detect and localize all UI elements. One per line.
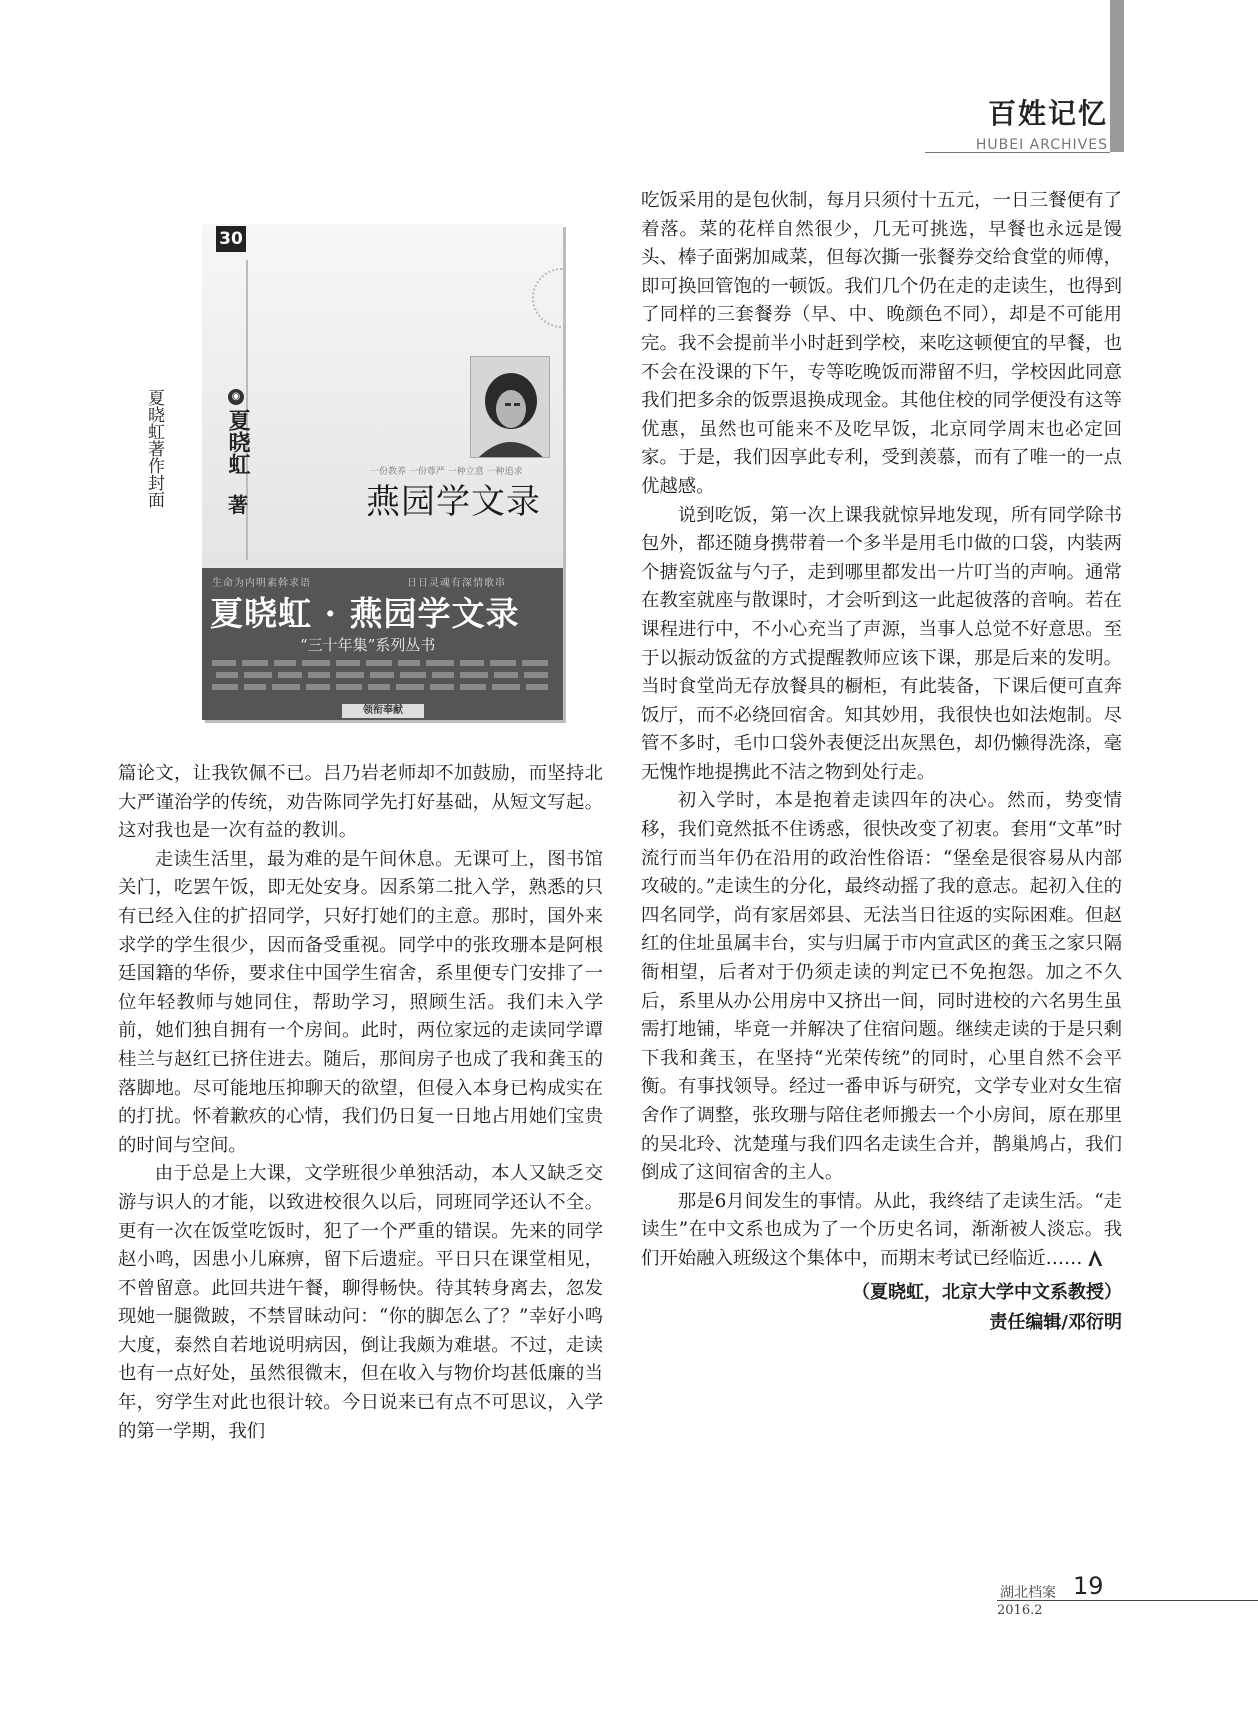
cover-tagline: 一份教养 一份尊严 一种立意 一种追求 <box>370 467 523 477</box>
section-subtitle: HUBEI ARCHIVES <box>975 137 1108 153</box>
cover-author-vertical: 夏晓虹 <box>225 409 251 475</box>
portrait-icon <box>471 357 549 457</box>
paragraph: 说到吃饭，第一次上课我就惊异地发现，所有同学除书包外，都还随身携带着一个多半是用毛巾做的口袋，内装两个搪瓷饭盆与勺子，走到哪里都发出一片叮当的声响。通常在教室就座与散课时，才会听到这一此起彼落的音响。若在课程进行中，不小心充当了声源，当事人总觉不好意思。至于以振动饭盆的方式提醒教师应该下课，那是后来的发明。当时食堂尚无存放餐具的橱柜，有此装备，下课后便可直奔饭厅，而不必绕回宿舍。知其妙用，我很快也如法炮制。尽管不多时，毛巾口袋外表便泛出灰黑色，却仍懒得洗涤，毫无愧怍地提携此不洁之物到处行走。 <box>641 504 1122 783</box>
header-accent-bar <box>1110 0 1124 152</box>
article-right-column <box>641 187 1122 1338</box>
end-of-article-icon <box>1088 1250 1102 1266</box>
cover-logo-icon: ◉ <box>228 389 244 405</box>
paragraph: 由于总是上大课，文学班很少单独活动，本人又缺乏交游与识人的才能，以致进校很久以后，同班同学还认不全。更有一次在饭堂吃饭时，犯了一个严重的错误。先来的同学赵小鸣，因患小儿麻痹，留下后遗症。平日只在课堂相见，不曾留意。此回共进午餐，聊得畅快。待其转身离去，忽发现她一腿微跛，不禁冒昧动问：“你的脚怎么了？”幸好小鸣大度，泰然自若地说明病因，倒让我颇为难堪。不过，走读也有一点好处，虽然很微末，但在收入与物价均甚低廉的当年，穷学生对此也很计较。今日说来已有点不可思议，入学的第一学期，我们 <box>118 1163 603 1442</box>
cover-band-right-note: 日日灵魂有深情歌串 <box>407 578 506 589</box>
paragraph: 吃饭采用的是包伙制，每月只须付十五元，一日三餐便有了着落。菜的花样自然很少，几无可挑选，早餐也永远是馒头、棒子面粥加咸菜，但每次撕一张餐券交给食堂的师傅，即可换回管饱的一顿饭。我们几个仍在走的走读生，也得到了同样的三套餐券（早、中、晚颜色不同），却是不可能用完。我不会提前半小时赶到学校，来吃这顿便宜的早餐，也不会在没课的下午，专等吃晚饭而滞留不归，学校因此同意我们把多余的饭票退换成现金。其他住校的同学便没有这等优惠，虽然也可能来不及吃早饭，北京同学周末也必定回家。于是，我们因享此专利，受到羡慕，而有了唯一的一点优越感。 <box>641 190 1122 497</box>
book-cover-image <box>202 224 563 720</box>
cover-band-names-texture <box>212 658 552 702</box>
article-left-column <box>118 760 603 1446</box>
paragraph: 初入学时，本是抱着走读四年的决心。然而，势变情移，我们竟然抵不住诱惑，很快改变了初衷。套用“文革”时流行而当年仍在沿用的政治性俗语：“堡垒是很容易从内部攻破的。”走读生的分化，最终动摇了我的意志。起初入住的四名同学，尚有家居郊县、无法当日往返的实际困难。但赵红的住址虽属丰台，实与归属于市内宣武区的龚玉之家只隔衙相望，后者对于仍须走读的判定已不免抱怨。加之不久后，系里从办公用房中又挤出一间，同时进校的六名男生虽需打地铺，毕竟一并解决了住宿问题。继续走读的于是只剩下我和龚玉，在坚持“光荣传统”的同时，心里自然不会平衡。有事找领导。经过一番申诉与研究，文学专业对女生宿舍作了调整，张玫珊与陪住老师搬去一个小房间，原在那里的吴北玲、沈楚瑾与我们四名走读生合并，鹊巢鸠占，我们倒成了这间宿舍的主人。 <box>641 790 1122 1184</box>
final-paragraph <box>641 1188 1122 1274</box>
paragraph: 走读生活里，最为难的是午间休息。无课可上，图书馆关门，吃罢午饭，即无处安身。因系第二批入学，熟悉的只有已经入住的扩招同学，只好打她们的主意。那时，国外来求学的学生很少，因而备受重视。同学中的张玫珊本是阿根廷国籍的华侨，要求住中国学生宿舍，系里便专门安排了一位年轻教师与她同住，帮助学习，照顾生活。我们未入学前，她们独自拥有一个房间。此时，两位家远的走读同学谭桂兰与赵红已挤住进去。随后，那间房子也成了我和龚玉的落脚地。尽可能地压抑聊天的欲望，但侵入本身已构成实在的打扰。怀着歉疚的心情，我们仍日复一日地占用她们宝贵的时间与空间。 <box>118 848 603 1156</box>
figure-caption: 夏晓虹著作封面 <box>144 389 164 508</box>
author-affiliation: （夏晓虹，北京大学中文系教授） <box>852 1281 1122 1303</box>
cover-title: 燕园学文录 <box>366 482 541 522</box>
signature-block <box>641 1278 1122 1338</box>
cover-band-left-note: 生命为内明素斡求语 <box>212 578 311 589</box>
paragraph: 篇论文，让我钦佩不已。吕乃岩老师却不加鼓励，而坚持北大严谨治学的传统，劝告陈同学先打好基础，从短文写起。这对我也是一次有益的教训。 <box>118 763 603 842</box>
cover-author-suffix: 著 <box>228 493 248 517</box>
section-title: 百姓记忆 <box>987 97 1108 130</box>
paragraph-text: 那是6月间发生的事情。从此，我终结了走读生活。“走读生”在中文系也成为了一个历史名词，渐渐被人淡忘。我们开始融入班级这个集体中，而期末考试已经临近…… <box>641 1190 1122 1269</box>
cover-lower-band <box>202 568 563 720</box>
footer-issue: 2016.2 <box>997 1603 1043 1618</box>
footer-rule <box>997 1600 1258 1601</box>
footer-page-number: 19 <box>1073 1572 1104 1600</box>
author-portrait-photo <box>470 356 550 458</box>
cover-band-title: 夏晓虹 · 燕园学文录 <box>210 594 520 633</box>
cover-band-series: “三十年集”系列丛书 <box>300 636 436 654</box>
cover-names-pattern-icon <box>212 658 552 698</box>
header-rule <box>925 152 1110 153</box>
cover-30-badge: 30 <box>216 226 246 252</box>
editor-credit: 责任编辑/邓衍明 <box>989 1311 1122 1333</box>
footer-magazine-name: 湖北档案 <box>1000 1585 1056 1601</box>
cover-band-badge: 领衔奉献 <box>342 704 424 718</box>
